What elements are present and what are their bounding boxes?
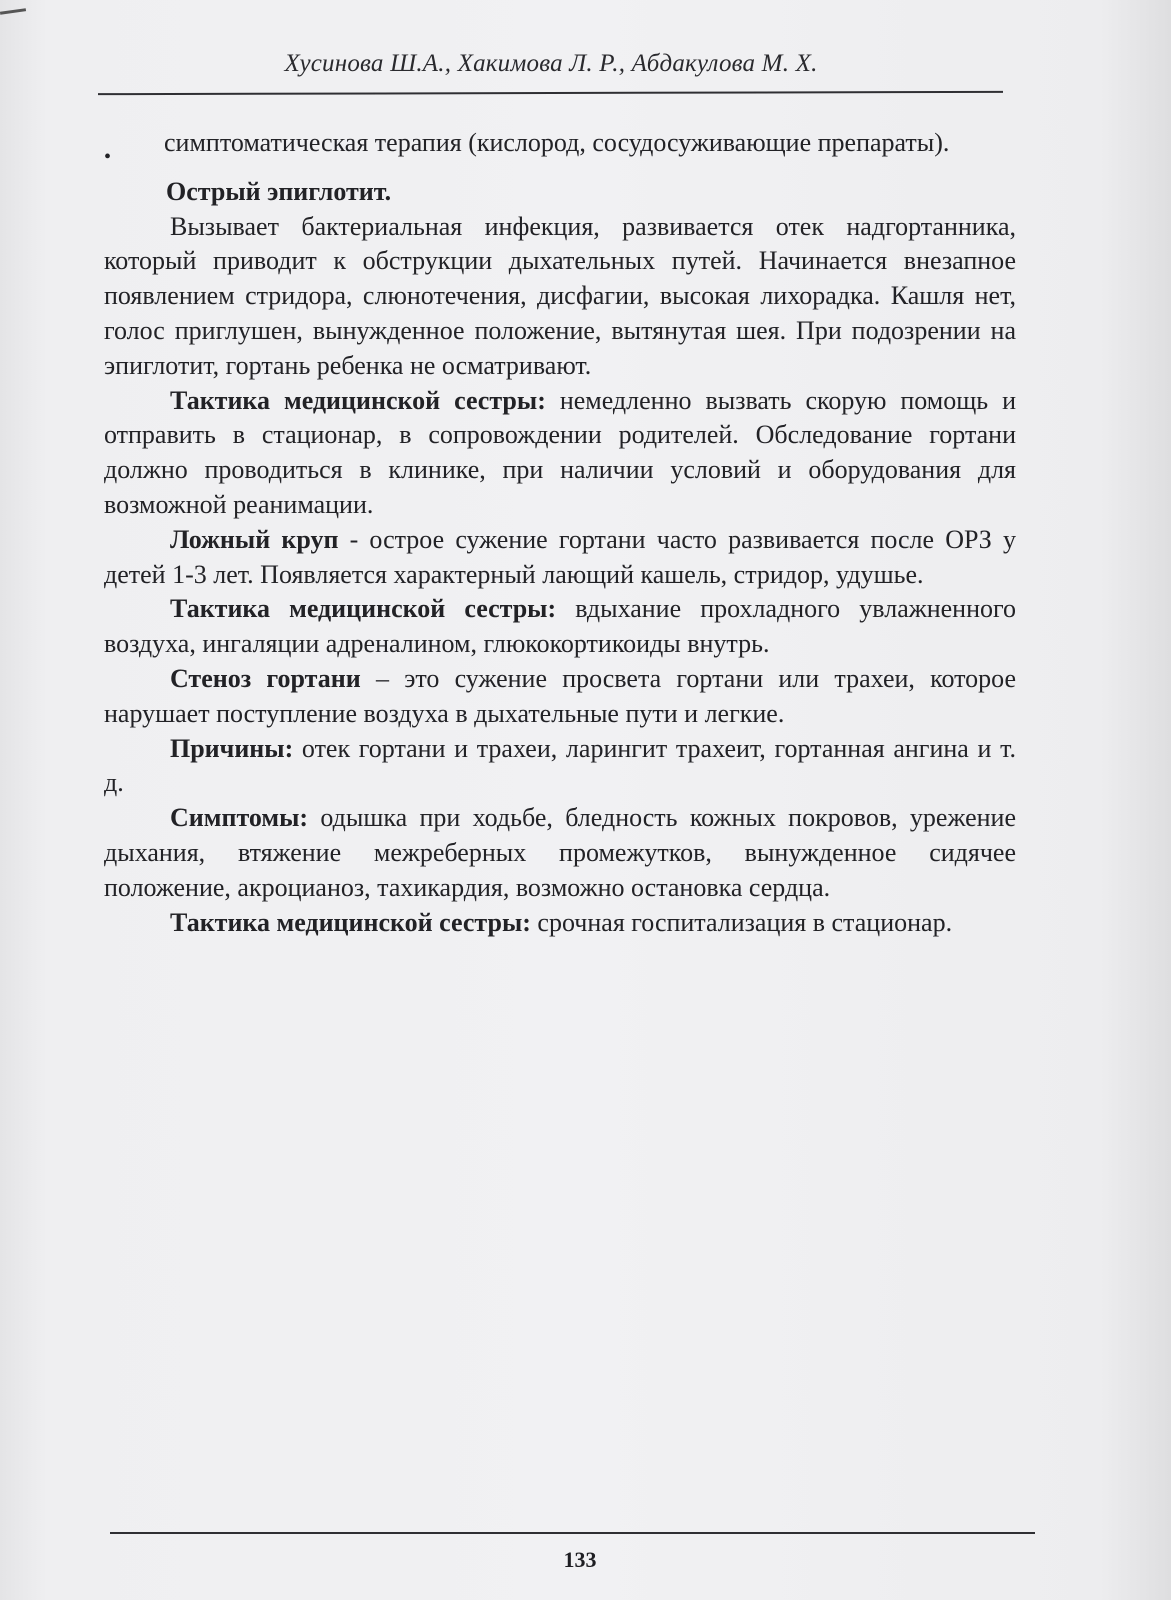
paragraph-tactics-1 — [104, 384, 1016, 523]
header-rule — [98, 91, 1003, 95]
bullet-icon: • — [104, 146, 112, 168]
page-body — [104, 126, 1016, 940]
page-number: 133 — [563, 1547, 597, 1572]
term-symptoms: Симптомы: — [170, 803, 309, 833]
text-causes: отек гортани и трахеи, ларингит трахеит, гортанная ангина и т. д. — [104, 733, 1016, 798]
paragraph-tactics-3 — [104, 906, 1016, 941]
section-heading: Острый эпиглотит. — [166, 176, 392, 206]
term-stenosis: Стеноз гортани — [170, 663, 361, 693]
paragraph-false-croup — [104, 523, 1016, 593]
text-symptoms: одышка при ходьбе, бледность кожных покровов, урежение дыхания, втяжение межреберных промежутков, вынужденное сидячее положение, акроцианоз, тахикардия, возможно остановка сердца. — [104, 803, 1016, 902]
term-tactics-2: Тактика медицинской сестры: — [170, 594, 557, 624]
paragraph-tactics-2 — [104, 592, 1016, 662]
text-tactics-2: вдыхание прохладного увлажненного воздуха, ингаляции адреналином, глюкокортикоиды внутрь. — [104, 594, 1017, 659]
paragraph-epiglottitis: Вызывает бактериальная инфекция, развивается отек надгортанника, который приводит к обструкции дыхательных путей. Начинается внезапное появлением стридора, слюнотечения, дисфагии, высокая лихорадка. Кашля нет, голос приглушен, вынужденное положение, вытянутая шея. При подозрении на эпиглотит, гортань ребенка не осматривают. — [104, 211, 1016, 380]
term-causes: Причины: — [170, 733, 294, 763]
text-stenosis: – это сужение просвета гортани или трахеи, которое нарушает поступление воздуха в дыхательные пути и легкие. — [104, 663, 1016, 728]
term-tactics-1: Тактика медицинской сестры: — [170, 385, 546, 415]
term-false-croup: Ложный круп — [170, 524, 339, 554]
paragraph-causes — [104, 732, 1016, 802]
term-tactics-3: Тактика медицинской сестры: — [170, 907, 531, 937]
text-tactics-1: немедленно вызвать скорую помощь и отправить в стационар, в сопровождении родителей. Обследование гортани должно проводиться в клинике, при наличии условий и оборудования для возможной реанимации. — [104, 385, 1017, 519]
footer-rule — [110, 1532, 1035, 1534]
paragraph-symptoms — [104, 801, 1016, 905]
scan-corner-mark — [0, 8, 26, 15]
text-false-croup: - острое сужение гортани часто развивается после ОРЗ у детей 1-3 лет. Появляется характерный лающий кашель, стридор, удушье. — [104, 524, 1016, 589]
bullet-text: симптоматическая терапия (кислород, сосудосуживающие препараты). — [164, 128, 950, 157]
text-tactics-3: срочная госпитализация в стационар. — [530, 907, 953, 937]
running-head: Хусинова Ш.А., Хакимова Л. Р., Абдакулова М. Х. — [284, 50, 818, 77]
bullet-item — [104, 126, 1016, 175]
paragraph-stenosis — [104, 662, 1016, 732]
